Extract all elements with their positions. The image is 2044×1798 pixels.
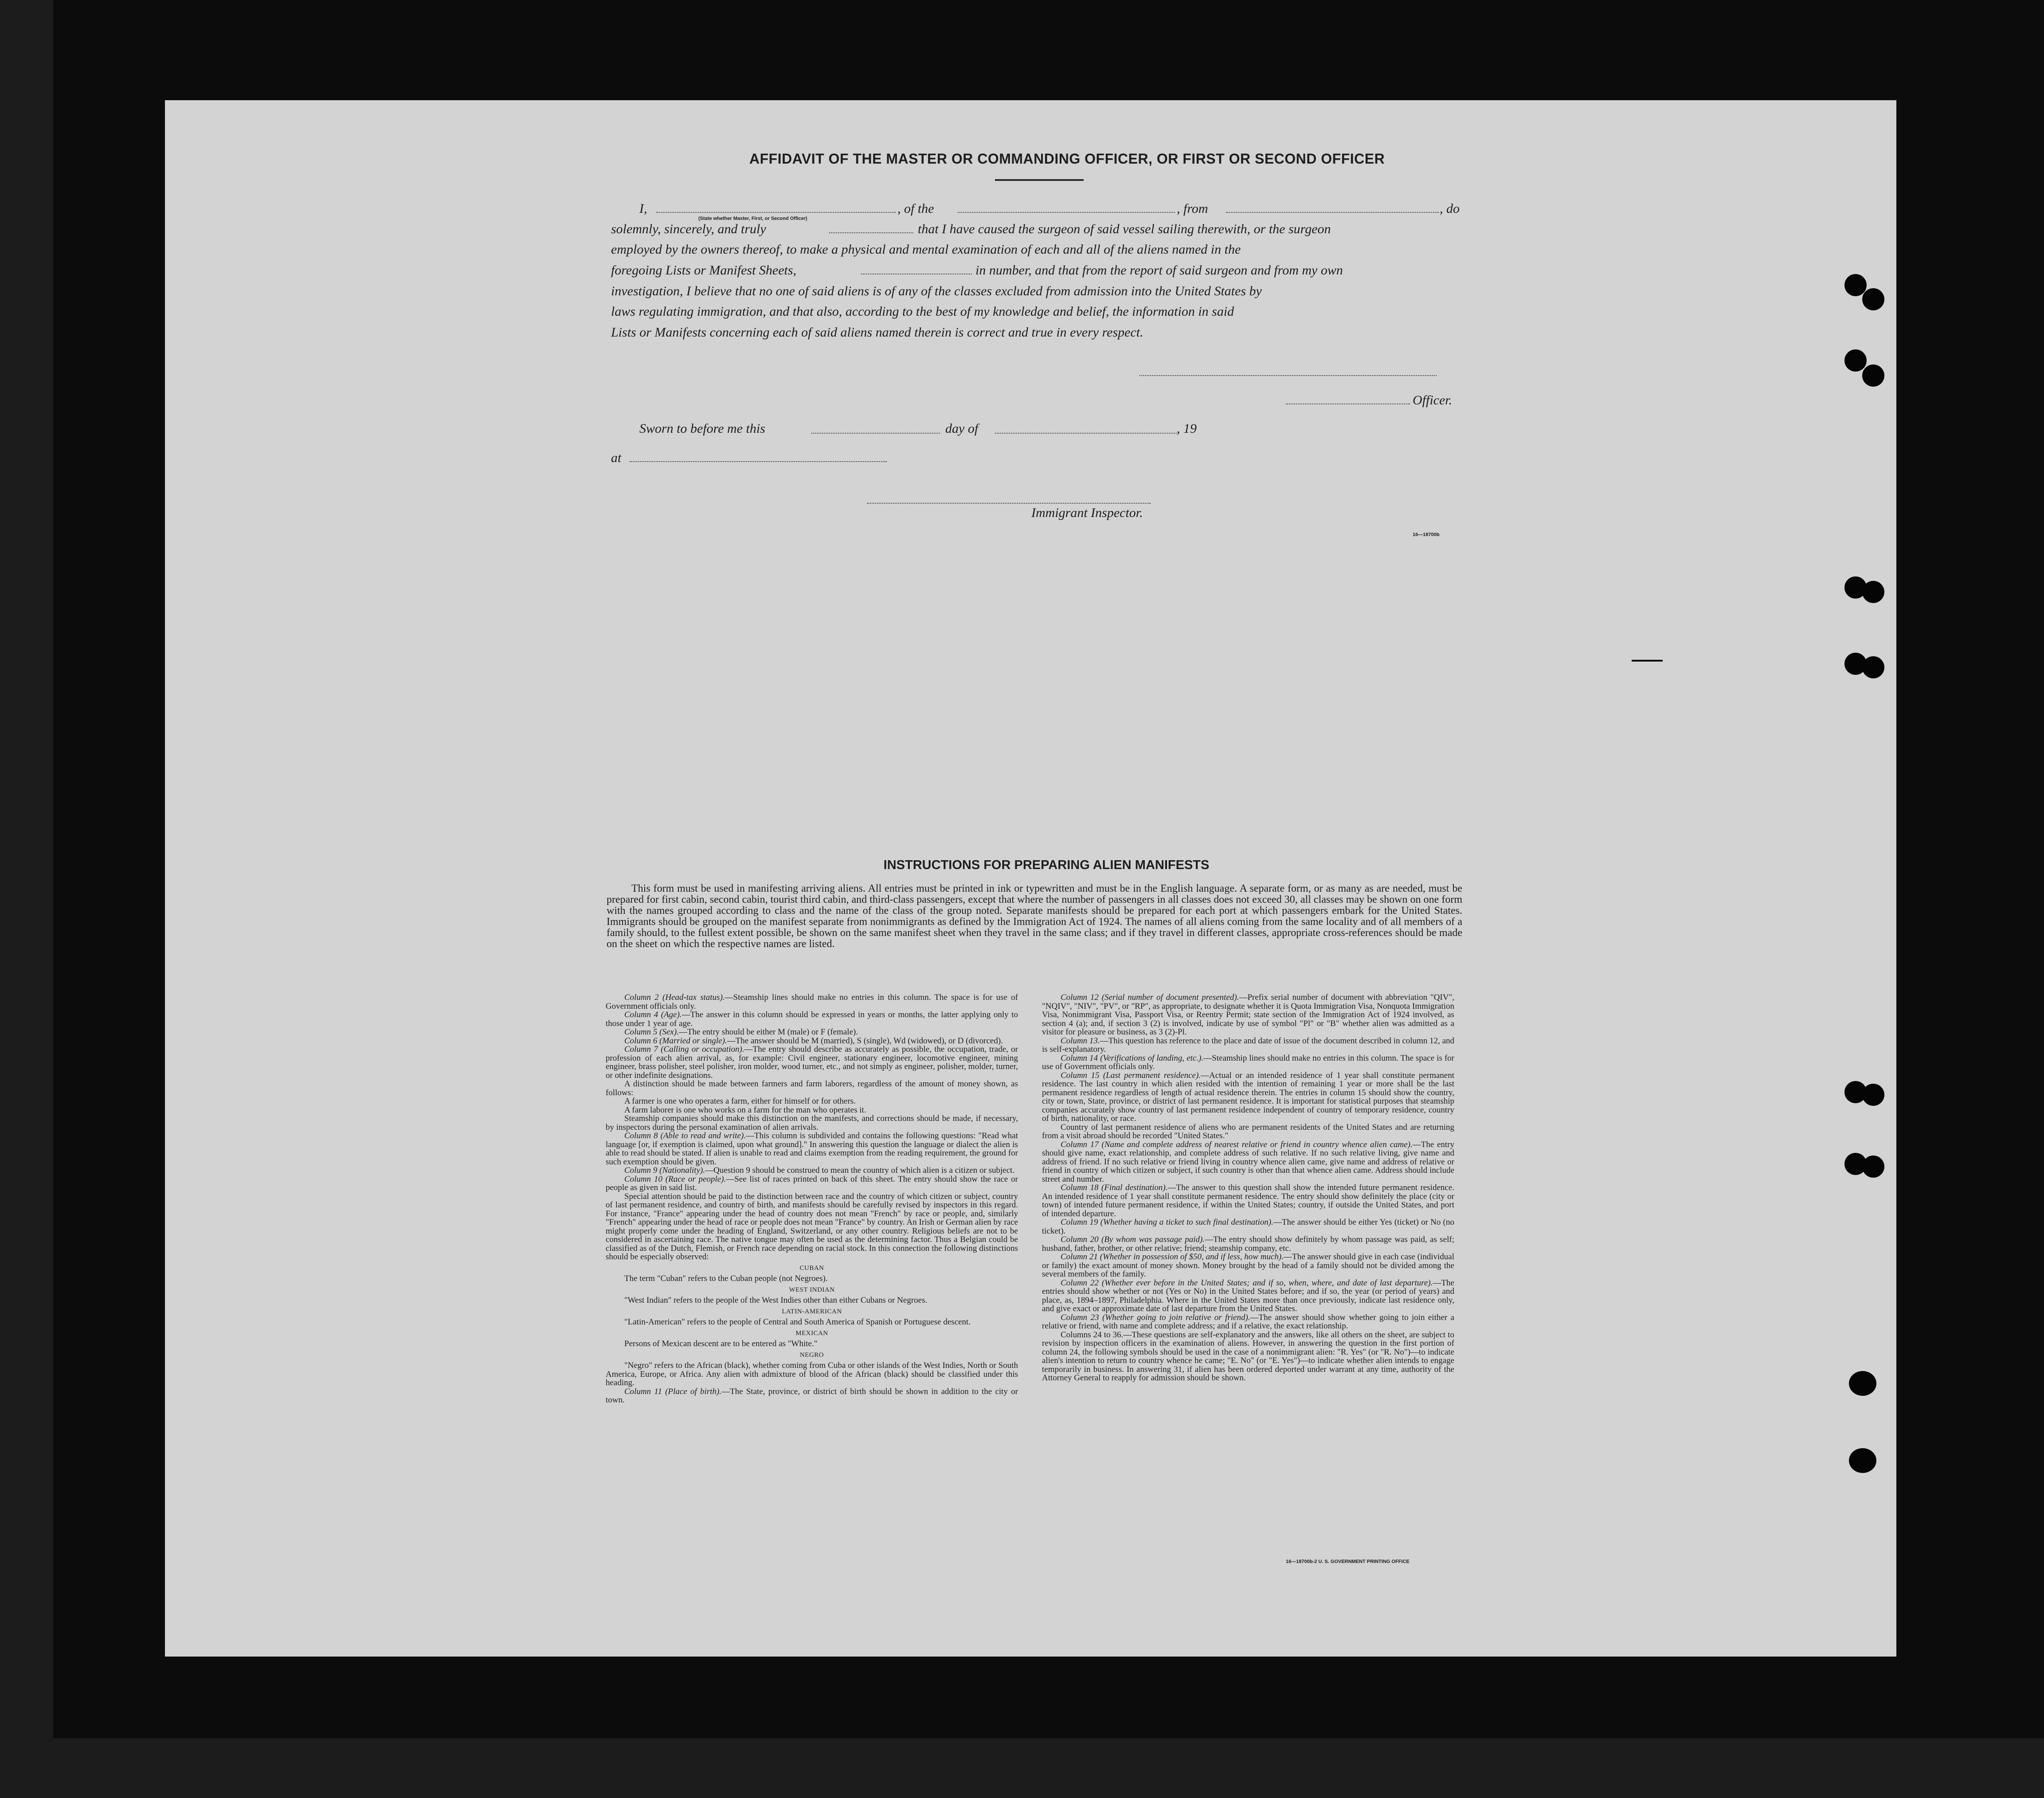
instructions-left-column <box>606 993 1018 1405</box>
race-group-text: "Latin-American" refers to the people of Central and South America of Spanish or Portuguese descent. <box>624 1317 971 1327</box>
film-border-bottom <box>0 1738 2044 1798</box>
column-heading: Column 6 (Married or single). <box>624 1036 727 1046</box>
instruction-paragraph <box>606 1045 1018 1080</box>
instruction-paragraph <box>606 1175 1018 1192</box>
instruction-text: —See list of races printed on back of this sheet. The entry should show the race or people as given in said list. <box>606 1174 1018 1192</box>
race-group-heading: CUBAN <box>799 1264 824 1272</box>
affidavit-from: , from <box>1177 201 1208 216</box>
punch-hole <box>1849 1371 1876 1396</box>
affidavit-line7: Lists or Manifests concerning each of said aliens named therein is correct and true in every respect. <box>611 325 1143 340</box>
instruction-text: Special attention should be paid to the distinction between race and the country of which citizen or subject, country of last permanent residence, and country of birth, and manifests should be carefully revised by inspectors in this regard. For instance, "France" appearing under the head of country does not mean "French" by race or people, and, similarly "French" appearing under the head of race or people does not mean "France" by country. An Irish or German alien by race might properly come under the heading of England, Switzerland, or any other country. Religious beliefs are not to be considered in ascertaining race. The native tongue may often be used as the determining factor. Thus a Belgian could be classified as of the Dutch, Flemish, or French race depending on racial stock. In this connection the following distinctions should be especially observed: <box>606 1191 1018 1261</box>
affidavit-of-the: , of the <box>897 201 934 216</box>
instruction-paragraph <box>1042 1279 1454 1313</box>
instruction-text: A distinction should be made between farmers and farm laborers, regardless of the amount of money shown, as follows: <box>606 1079 1018 1097</box>
affidavit-line4-start: foregoing Lists or Manifest Sheets, <box>611 263 797 278</box>
instruction-paragraph <box>1042 993 1454 1037</box>
instruction-text: Country of last permanent residence of aliens who are permanent residents of the United States and are returning from a visit abroad should be recorded "United States." <box>1042 1122 1454 1140</box>
affidavit-line6: laws regulating immigration, and that also, according to the best of my knowledge and belief, the information in said <box>611 304 1234 319</box>
punch-hole <box>1862 656 1884 678</box>
instruction-paragraph <box>1042 1123 1454 1140</box>
instruction-paragraph <box>606 1106 1018 1115</box>
punch-hole <box>1844 274 1867 296</box>
sworn-day-of: day of <box>945 421 979 436</box>
punch-hole <box>1862 1084 1884 1106</box>
name-blank[interactable] <box>656 212 896 213</box>
affidavit-line3: employed by the owners thereof, to make a physical and mental examination of each and all of the aliens named in the <box>611 242 1241 257</box>
at-label: at <box>611 450 622 465</box>
instruction-paragraph <box>606 1132 1018 1166</box>
instruction-paragraph <box>606 1166 1018 1175</box>
column-heading: Column 14 (Verifications of landing, etc.). <box>1061 1053 1204 1063</box>
instructions-intro: This form must be used in manifesting arriving aliens. All entries must be printed in ink or typewritten and must be in the English language. A separate form, or as many as are needed, must be prepared for first cabin, second cabin, tourist third cabin, and third-class passengers, except that where the number of passengers in all classes does not exceed 30, all classes may be shown on one form with the names grouped according to class and the name of the class of the group noted. Separate manifests should be prepared for each port at which passengers embark for the United States. Immigrants should be grouped on the manifest separate from nonimmigrants as defined by the Immigration Act of 1924. The names of all aliens coming from the same locality and of all members of a family should, to the fullest extent possible, be shown on the same manifest sheet when they travel in the same class; and if they travel in different classes, appropriate cross-references should be made on the sheet on which the respective names are listed. <box>607 883 1462 950</box>
race-group-text: "West Indian" refers to the people of the West Indies other than either Cubans or Negroes. <box>624 1296 928 1305</box>
instruction-text: —The answer in this column should be expressed in years or months, the latter applying only to those under 1 year of age. <box>606 1010 1018 1028</box>
printer-imprint: 16—18700b-2 U. S. GOVERNMENT PRINTING OFFICE <box>1286 1559 1410 1564</box>
instruction-paragraph <box>1042 1037 1454 1054</box>
officer-label: Officer. <box>1413 393 1453 407</box>
affidavit-line2-end: that I have caused the surgeon of said vessel sailing therewith, or the surgeon <box>918 222 1331 236</box>
port-blank[interactable] <box>1226 212 1439 213</box>
instruction-paragraph <box>1042 1140 1454 1184</box>
column-heading: Column 21 (Whether in possession of $50, and if less, how much). <box>1061 1252 1284 1261</box>
sworn-year: , 19 <box>1177 421 1197 436</box>
punch-hole <box>1844 349 1867 372</box>
race-group-heading: LATIN-AMERICAN <box>782 1308 842 1315</box>
column-heading: Column 17 (Name and complete address of nearest relative or friend in country whence alien came). <box>1061 1140 1413 1149</box>
instruction-text: —The answer should be either Yes (ticket) or No (no ticket). <box>1042 1218 1454 1236</box>
column-heading: Column 7 (Calling or occupation). <box>624 1045 744 1054</box>
race-group-text: "Negro" refers to the African (black), whether coming from Cuba or other islands of the West Indies, North or South America, Europe, or Africa. Any alien with admixture of blood of the African (black) should be classified under this heading. <box>606 1361 1018 1387</box>
instruction-paragraph <box>606 1037 1018 1046</box>
title-underline <box>995 179 1084 181</box>
punch-hole <box>1849 1448 1876 1473</box>
instruction-text: —Steamship lines should make no entries in this column. The space is for use of Government officials only. <box>606 993 1018 1011</box>
form-number: 16—18700b <box>1413 532 1440 537</box>
instruction-paragraph <box>1042 1235 1454 1253</box>
punch-hole <box>1862 288 1884 310</box>
instruction-paragraph: Column 11 (Place of birth).—The State, province, or district of birth should be shown in addition to the city or town. <box>606 1387 1018 1405</box>
column-heading: Column 13. <box>1061 1036 1100 1046</box>
affidavit-line2-start: solemnly, sincerely, and truly <box>611 222 766 236</box>
affidavit-do: , do <box>1440 201 1460 216</box>
race-group-heading: WEST INDIAN <box>789 1286 835 1293</box>
instructions-title: INSTRUCTIONS FOR PREPARING ALIEN MANIFESTS <box>883 858 1210 872</box>
column-heading: Column 4 (Age). <box>624 1010 682 1019</box>
instructions-right-column <box>1042 993 1454 1383</box>
instruction-text: —The answer should give in each case (individual or family) the exact amount of money shown. Money brought by the head of a family should not be divided among the several members of the family. <box>1042 1252 1454 1279</box>
instruction-text: —The answer to this question shall show the intended future permanent residence. An intended residence of 1 year shall constitute permanent residence. The entry should show definitely the place (city or town) of intended future permanent residence, if within the United States; country, if outside the United States, and port of intended departure. <box>1042 1183 1454 1218</box>
column-heading: Column 9 (Nationality). <box>624 1166 705 1175</box>
instruction-text: A farmer is one who operates a farm, either for himself or for others. <box>624 1097 856 1106</box>
master-note: (State whether Master, First, or Second Officer) <box>698 216 807 221</box>
instruction-text: —Actual or an intended residence of 1 year shall constitute permanent residence. The last country in which alien resided with the intention of remaining 1 year or more shall be the last permanent residence regardless of length of actual residence therein. The entries in column 15 should show the country, city or town, State, province, or district of last permanent residence. It is important for statistical purposes that steamship companies accurately show country of last permanent residence independent of country of temporary residence, country of birth, nationality, or race. <box>1042 1070 1454 1123</box>
instruction-paragraph <box>1042 1218 1454 1235</box>
officer-signature-line[interactable] <box>1286 403 1410 404</box>
race-group-heading: NEGRO <box>799 1351 824 1359</box>
column-heading: Column 23 (Whether going to join relative or friend). <box>1061 1312 1250 1322</box>
instruction-text: —The entry should give name, exact relationship, and complete address of such relative. If no such relative living, give name and address of friend. If no such relative or friend living in country whence alien came, give name and address of relative or friend in country of which citizen or subject, if such country is other than that whence alien came. Address should include street and number. <box>1042 1140 1455 1184</box>
instruction-text: —The answer should be M (married), S (single), Wd (widowed), or D (divorced). <box>727 1036 1003 1046</box>
film-border-left <box>0 0 53 1798</box>
affidavit-title: AFFIDAVIT OF THE MASTER OR COMMANDING OFFICER, OR FIRST OR SECOND OFFICER <box>749 151 1385 167</box>
column-heading: Column 20 (By whom was passage paid). <box>1061 1235 1205 1244</box>
punch-hole <box>1862 581 1884 603</box>
instruction-paragraph <box>1042 1331 1454 1383</box>
signature-line[interactable] <box>1139 375 1437 376</box>
sworn-manner-blank[interactable] <box>829 232 913 233</box>
instruction-text: Steamship companies should make this distinction on the manifests, and corrections should be made, if necessary, by inspectors during the personal examination of alien arrivals. <box>606 1114 1018 1132</box>
instruction-text: —Steamship lines should make no entries in this column. The space is for use of Government officials only. <box>1042 1053 1455 1071</box>
punch-hole <box>1862 1156 1884 1178</box>
instruction-paragraph <box>606 1114 1018 1132</box>
smudge-mark <box>1632 660 1663 662</box>
column-heading: Column 5 (Sex). <box>624 1027 679 1037</box>
instruction-paragraph <box>606 1097 1018 1106</box>
instruction-paragraph <box>606 993 1018 1011</box>
instruction-paragraph <box>606 1080 1018 1097</box>
instruction-paragraph <box>606 1192 1018 1261</box>
column-heading: Column 18 (Final destination). <box>1061 1183 1168 1192</box>
instruction-paragraph <box>1042 1054 1454 1071</box>
instruction-paragraph <box>606 1011 1018 1028</box>
column-heading: Column 12 (Serial number of document presented). <box>1061 993 1239 1002</box>
column-heading: Column 19 (Whether having a ticket to such final destination). <box>1061 1218 1273 1227</box>
sworn-month-blank[interactable] <box>995 433 1177 434</box>
instruction-paragraph <box>606 1028 1018 1037</box>
race-group-text: Persons of Mexican descent are to be entered as "White." <box>624 1339 818 1348</box>
instruction-text: —This question has reference to the place and date of issue of the document described in column 12, and is self-explanatory. <box>1042 1036 1455 1054</box>
instruction-text: —Prefix serial number of document with abbreviation "QIV", "NQIV", "NIV", "PV", or "RP", as appropriate, to designate whether it is Quota Immigration Visa, Nonquota Immigration Visa, Nonimmigrant Visa, Passport Visa, or Reentry Permit; state section of the Immigration Act of 1924 involved, as section 4 (a); and, if section 3 (2) is involved, indicate by use of symbol "Pl" or "B" whether alien was admitted as a visitor for pleasure or business, as 3 (2)-Pl. <box>1042 993 1454 1037</box>
race-group-text: The term "Cuban" refers to the Cuban people (not Negroes). <box>624 1274 828 1283</box>
sworn-start: Sworn to before me this <box>639 421 765 436</box>
instruction-paragraph <box>1042 1183 1454 1218</box>
vessel-blank[interactable] <box>958 212 1175 213</box>
affidavit-line1-i: I, <box>639 201 647 216</box>
instruction-text: —Question 9 should be construed to mean the country of which alien is a citizen or subject. <box>705 1166 1015 1175</box>
column-heading: Column 8 (Able to read and write). <box>624 1131 746 1140</box>
instruction-paragraph <box>1042 1313 1454 1331</box>
instruction-text: —The entry should be either M (male) or F (female). <box>678 1027 858 1037</box>
instruction-paragraph <box>1042 1253 1454 1279</box>
column-heading: Column 2 (Head-tax status). <box>624 993 725 1002</box>
race-group-heading: MEXICAN <box>795 1329 828 1337</box>
instruction-text: —This column is subdivided and contains the following questions: "Read what language [or, if exemption is claimed, upon what ground]." In answering this question the language or dialect the alien is able to read should be stated. If alien is unable to read and claims exemption from the reading requirement, the ground for such exemption should be given. <box>606 1131 1018 1167</box>
inspector-label: Immigrant Inspector. <box>1031 505 1143 520</box>
column-heading: Column 10 (Race or people). <box>624 1174 726 1184</box>
column-heading: Column 15 (Last permanent residence). <box>1061 1070 1201 1080</box>
sworn-day-blank[interactable] <box>811 433 940 434</box>
instruction-text: —The entry should show definitely by whom passage was paid, as self; husband, father, brother, or other relative; friend; steamship company, etc. <box>1042 1235 1455 1253</box>
inspector-signature-line[interactable] <box>867 503 1151 504</box>
column-heading: Column 22 (Whether ever before in the United States; and if so, when, where, and date of last departure). <box>1061 1278 1433 1288</box>
affidavit-line4-end: in number, and that from the report of said surgeon and from my own <box>975 263 1343 278</box>
affidavit-line5: investigation, I believe that no one of said aliens is of any of the classes excluded from admission into the United States by <box>611 284 1262 298</box>
instruction-text: —The entry should describe as accurately as possible, the occupation, trade, or profession of each alien arrival, as, for example: Civil engineer, stationary engineer, locomotive engineer, mining engineer, brass polisher, steel polisher, iron molder, wood turner, etc., and not simply as engineer, polisher, molder, turner, or other indefinite designations. <box>606 1045 1018 1080</box>
instruction-text: —The answer should show whether going to join either a relative or friend, with name and complete address; and if a relative, the exact relationship. <box>1042 1312 1454 1331</box>
instruction-text: Columns 24 to 36.—These questions are self-explanatory and the answers, like all others on the sheet, are subject to revision by inspection officers in the examination of aliens. However, in answering the question in the first portion of column 24, the following symbols should be used in the case of a nonimmigrant alien: "R. Yes" (or "R. No")—to indicate alien's intention to return to country whence he came; "E. No" (or "E. Yes")—to indicate whether alien intends to engage temporarily in business. In answering 31, if alien has been ordered deported under warrant at any time, authority of the Attorney General to reapply for admission should be shown. <box>1042 1330 1454 1383</box>
instruction-text: —The entries should show whether or not (Yes or No) in the United States before; and if so, the year (or period of years) and place, as, 1894–1897, Philadelphia. Where in the United States more than once previously, indicate last residence only, and give exact or approximate date of last departure from the United States. <box>1042 1278 1454 1313</box>
instruction-text: A farm laborer is one who works on a farm for the man who operates it. <box>624 1105 866 1115</box>
punch-hole <box>1862 364 1884 387</box>
at-place-blank[interactable] <box>630 461 887 462</box>
instruction-paragraph <box>1042 1071 1454 1123</box>
